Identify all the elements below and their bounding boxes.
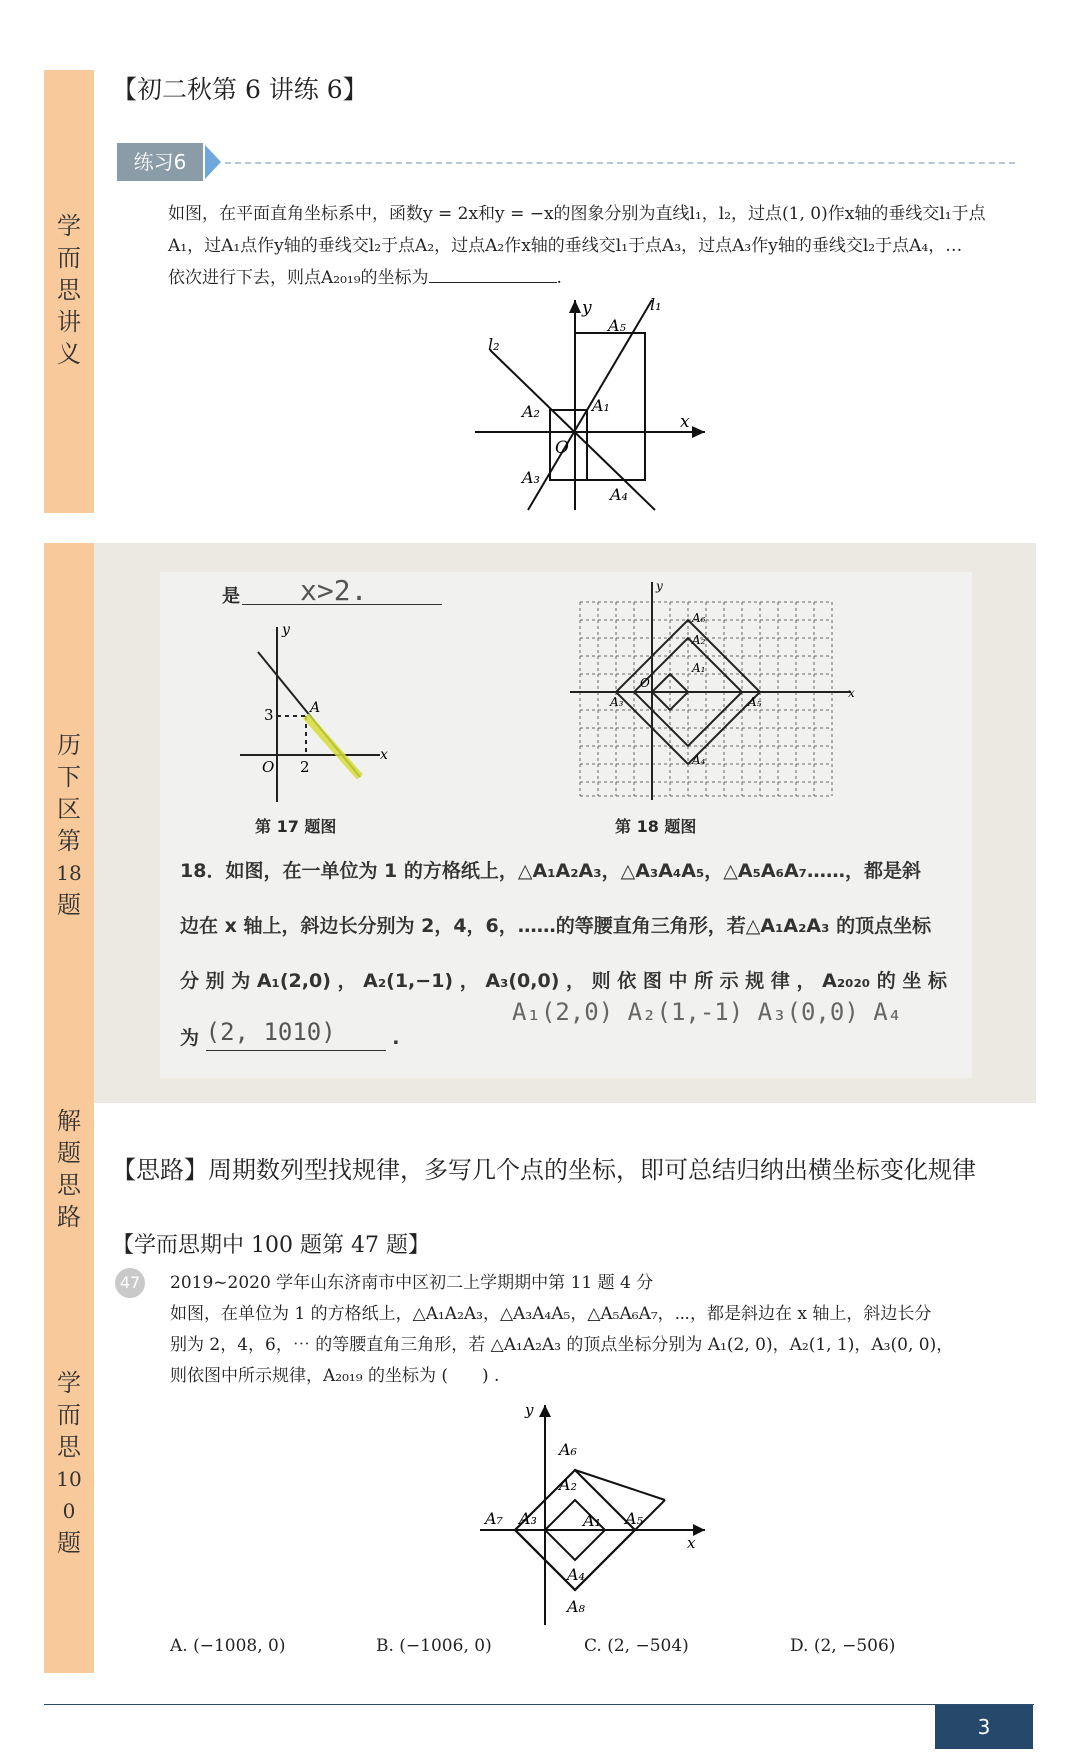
- sidebar-char: 而: [57, 1401, 81, 1429]
- handwritten-note: A₁(2,0) A₂(1,-1) A₃(0,0) A₄: [512, 998, 903, 1026]
- fig18-A5: A₅: [748, 695, 762, 709]
- tag-arrow-icon: [205, 145, 221, 179]
- fig17-two: 2: [300, 758, 310, 776]
- page-title: 【初二秋第 6 讲练 6】: [112, 75, 368, 104]
- sidebar-char: 讲: [57, 308, 81, 336]
- choice-d[interactable]: D. (2, −506): [790, 1636, 896, 1656]
- fig-label-y: y: [582, 298, 592, 318]
- fig-label-A1: A₁: [592, 396, 610, 415]
- sidebar-char: 解: [57, 1107, 81, 1135]
- photo-line-4-prefix: 为: [180, 1027, 200, 1049]
- sidebar-char: 题: [57, 1139, 81, 1167]
- sidebar-label-lixia: [44, 729, 94, 921]
- practice-tag: 练习6: [117, 143, 203, 181]
- question-line-2: 别为 2，4，6，⋯ 的等腰直角三角形，若 △A₁A₂A₃ 的顶点坐标分别为 A₁(2, 0)，A₂(1, 1)，A₃(0, 0)，: [170, 1335, 954, 1355]
- photo-line-4: [180, 1018, 400, 1051]
- fig17-x: x: [380, 747, 388, 763]
- fig17-y: y: [282, 622, 290, 638]
- footer-divider: [44, 1704, 1034, 1705]
- line-l2: [490, 350, 655, 510]
- fig17-three: 3: [264, 706, 274, 724]
- fig-label-x: x: [680, 412, 690, 432]
- q-fig-A2: A₂: [559, 1475, 577, 1494]
- photo-blank-2: [205, 1018, 386, 1051]
- fig-label-A4: A₄: [610, 485, 628, 504]
- sidebar-label-100: [44, 1367, 94, 1559]
- answer-blank: [429, 264, 557, 283]
- sidebar-section-exam: [44, 543, 94, 1673]
- choice-a[interactable]: A. (−1008, 0): [170, 1636, 286, 1656]
- q-fig-A8: A₈: [567, 1597, 585, 1616]
- question-line-1: 如图，在单位为 1 的方格纸上，△A₁A₂A₃，△A₃A₄A₅，△A₅A₆A₇，⋯，都是斜边在 x 轴上，斜边长分: [170, 1304, 932, 1324]
- question-title: 【学而思期中 100 题第 47 题】: [112, 1233, 430, 1258]
- fig17-O: O: [262, 758, 275, 776]
- handwritten-answer-1: x>2.: [300, 574, 368, 607]
- fig17-caption: 第 17 题图: [255, 817, 337, 836]
- sidebar-char: 历: [57, 731, 81, 759]
- fig-18: [570, 574, 860, 804]
- problem-line-3-end: .: [556, 268, 562, 288]
- sidebar-section-lecture: [44, 70, 94, 513]
- question-line-3: 则依图中所示规律，A₂₀₁₉ 的坐标为 ( ) .: [170, 1366, 500, 1386]
- sidebar-char: 义: [57, 340, 81, 368]
- fig18-A1: A₁: [692, 661, 706, 675]
- sidebar-char: 而: [57, 244, 81, 272]
- sidebar-char: 题: [57, 891, 81, 919]
- x-axis-arrow-icon: [692, 426, 705, 438]
- sidebar-label-lecture: [44, 210, 94, 370]
- photo-line-4-end: .: [392, 1027, 400, 1049]
- sidebar-char: 10: [56, 1467, 82, 1491]
- sidebar-char: 思: [57, 276, 81, 304]
- y-axis-arrow-icon: [569, 300, 581, 313]
- fig18-A2: A₂: [692, 633, 706, 647]
- fig18-A3: A₃: [610, 695, 624, 709]
- fig18-A6: A₆: [692, 611, 706, 625]
- sidebar-char: 区: [57, 795, 81, 823]
- problem-line-3: [168, 262, 562, 294]
- handwritten-answer-2: (2, 1010): [205, 1018, 336, 1046]
- fig-label-A5: A₅: [608, 316, 626, 335]
- sidebar-char: 第: [57, 827, 81, 855]
- sidebar-char: 思: [57, 1171, 81, 1199]
- fig18-O: O: [640, 676, 650, 690]
- problem-line-3-text: 依次进行下去，则点A₂₀₁₉的坐标为: [168, 268, 429, 288]
- sidebar-char: 下: [57, 763, 81, 791]
- page-number: 3: [935, 1705, 1033, 1749]
- q-fig-y: y: [525, 1401, 534, 1419]
- highlighter-mark: [306, 716, 360, 777]
- rect-a4-a5: [575, 333, 645, 480]
- q-fig-A6: A₆: [559, 1440, 577, 1459]
- solution-thought: 【思路】周期数列型找规律，多写几个点的坐标，即可总结归纳出横坐标变化规律: [112, 1156, 976, 1184]
- q-fig-A5: A₅: [625, 1509, 643, 1528]
- q-fig-A3: A₃: [519, 1509, 537, 1528]
- sidebar-char: 思: [57, 1433, 81, 1461]
- fig-label-l1: l₁: [650, 295, 662, 314]
- q-fig-A7: A₇: [485, 1509, 503, 1528]
- q-fig-A1: A₁: [583, 1511, 601, 1530]
- sidebar-char: 0: [62, 1499, 76, 1523]
- fig18-x: x: [848, 686, 855, 700]
- fig-label-A3: A₃: [522, 468, 540, 487]
- sidebar-char: 路: [57, 1203, 81, 1231]
- question-figure: [475, 1400, 715, 1630]
- photo-shi: 是: [222, 586, 240, 607]
- q-path-upper: [575, 1470, 665, 1500]
- dashed-divider: [225, 162, 1015, 164]
- q-y-arrow-icon: [539, 1405, 551, 1417]
- q-fig-A4: A₄: [567, 1565, 585, 1584]
- photo-line-3: 分 别 为 A₁(2,0) ， A₂(1,−1) ， A₃(0,0) ， 则 依 图 中 所 示 规 律 ， A₂₀₂₀ 的 坐 标: [180, 970, 947, 992]
- fig18-y: y: [656, 579, 663, 593]
- fig-label-A2: A₂: [522, 402, 540, 421]
- problem-line-2: A₁，过A₁点作y轴的垂线交l₂于点A₂，过点A₂作x轴的垂线交l₁于点A₃，过点A₃作y轴的垂线交l₂于点A₄，…: [168, 236, 963, 256]
- problem-line-1: 如图，在平面直角坐标系中，函数y = 2x和y = −x的图象分别为直线l₁，l₂，过点(1, 0)作x轴的垂线交l₁于点: [168, 204, 986, 224]
- exam-photo: [160, 572, 972, 1078]
- question-number-badge: 47: [115, 1268, 145, 1298]
- choice-c[interactable]: C. (2, −504): [584, 1636, 689, 1656]
- photo-line-2: 边在 x 轴上，斜边长分别为 2，4，6，……的等腰直角三角形，若△A₁A₂A₃ 的顶点坐标: [180, 915, 932, 937]
- fig18-caption: 第 18 题图: [615, 817, 697, 836]
- fig-17: [240, 612, 420, 812]
- sidebar-char: 学: [57, 1369, 81, 1397]
- practice-figure: [470, 295, 720, 515]
- choice-b[interactable]: B. (−1006, 0): [376, 1636, 492, 1656]
- fig17-A: A: [310, 700, 321, 716]
- sidebar-char: 题: [57, 1529, 81, 1557]
- sidebar-char: 18: [56, 861, 82, 885]
- fig18-A4: A₄: [692, 753, 706, 767]
- fig-label-l2: l₂: [488, 335, 500, 354]
- question-source: 2019~2020 学年山东济南市中区初二上学期期中第 11 题 4 分: [170, 1273, 654, 1293]
- photo-line-1: 18．如图，在一单位为 1 的方格纸上，△A₁A₂A₃，△A₃A₄A₅，△A₅A₆A₇……，都是斜: [180, 860, 921, 882]
- q-fig-x: x: [687, 1534, 696, 1552]
- fig-label-O: O: [555, 438, 569, 458]
- sidebar-char: 学: [57, 212, 81, 240]
- sidebar-label-thought: [44, 1105, 94, 1233]
